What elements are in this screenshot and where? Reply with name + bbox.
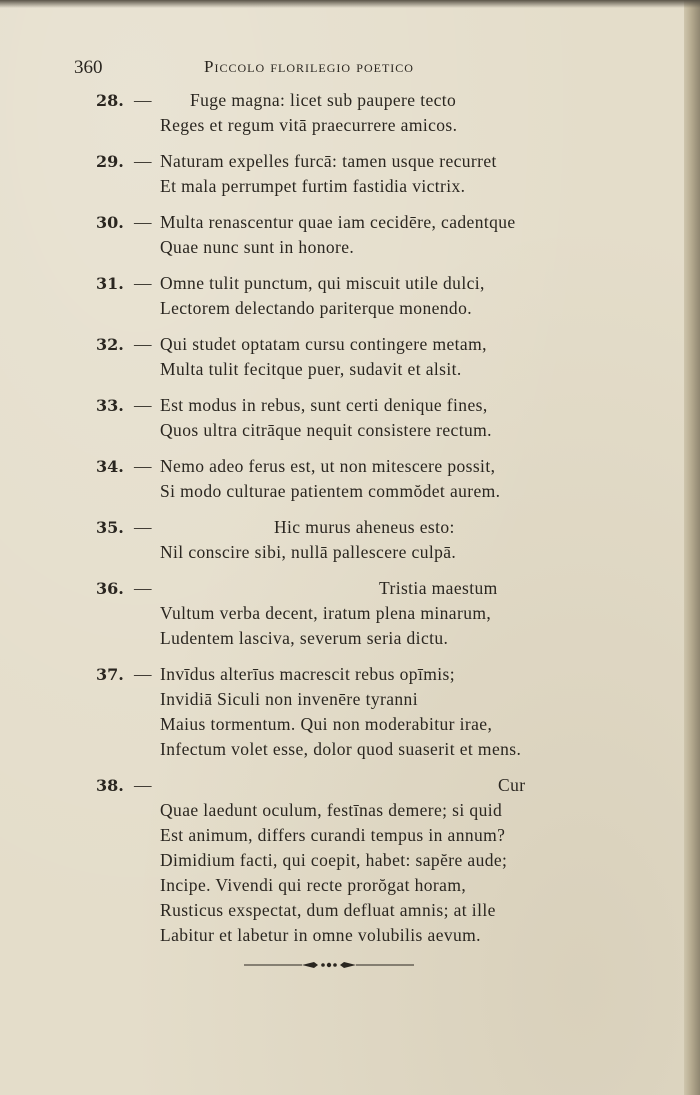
entry-number: 31. [96, 274, 124, 293]
verse-entry-29 [96, 149, 576, 199]
verse-entry-38 [96, 773, 576, 948]
verse-line: Quae nunc sunt in honore. [160, 237, 355, 257]
entry-number: 30. [96, 213, 124, 232]
verse-line: Naturam expelles furcā: tamen usque recurret [160, 151, 497, 171]
verse-line: Vultum verba decent, iratum plena minarum, [160, 603, 492, 623]
verse-list [96, 88, 576, 959]
verse-line: Multa tulit fecitque puer, sudavit et alsit. [160, 359, 462, 379]
verse-line: Est animum, differs curandi tempus in annum? [160, 825, 506, 845]
verse-entry-35 [96, 515, 576, 565]
verse-line: Labitur et labetur in omne volubilis aevum. [160, 925, 481, 945]
entry-dash: — [134, 151, 152, 171]
verse-line: Et mala perrumpet furtim fastidia victrix. [160, 176, 466, 196]
verse-line: Nemo adeo ferus est, ut non mitescere possit, [160, 456, 496, 476]
running-title: Piccolo florilegio poetico [204, 57, 414, 76]
entry-number: 38. [96, 776, 124, 795]
entry-dash: — [134, 273, 152, 293]
verse-entry-36 [96, 576, 576, 651]
entry-number: 35. [96, 518, 124, 537]
entry-number: 29. [96, 152, 124, 171]
verse-line: Nil conscire sibi, nullā pallescere culpā. [160, 542, 457, 562]
verse-line: Multa renascentur quae iam cecidēre, cadentque [160, 212, 516, 232]
entry-dash: — [134, 90, 152, 110]
verse-entry-31 [96, 271, 576, 321]
verse-line: Invīdus alterīus macrescit rebus opīmis; [160, 664, 455, 684]
verse-entry-34 [96, 454, 576, 504]
page-number: 360 [74, 57, 103, 78]
verse-line: Lectorem delectando pariterque monendo. [160, 298, 472, 318]
entry-number: 36. [96, 579, 124, 598]
verse-line: Incipe. Vivendi qui recte prorŏgat horam, [160, 875, 467, 895]
running-head [74, 57, 494, 81]
verse-entry-28 [96, 88, 576, 138]
verse-line: Hic murus aheneus esto: [274, 517, 455, 537]
verse-line: Infectum volet esse, dolor quod suaserit et mens. [160, 739, 522, 759]
entry-number: 34. [96, 457, 124, 476]
verse-line: Ludentem lasciva, severum seria dictu. [160, 628, 449, 648]
page-edge [684, 0, 700, 1095]
entry-number: 28. [96, 91, 124, 110]
verse-line: Rusticus exspectat, dum defluat amnis; at ille [160, 900, 496, 920]
entry-dash: — [134, 517, 152, 537]
verse-line: Qui studet optatam cursu contingere metam, [160, 334, 487, 354]
verse-line: Maius tormentum. Qui non moderabitur irae, [160, 714, 493, 734]
entry-dash: — [134, 578, 152, 598]
entry-dash: — [134, 395, 152, 415]
verse-line: Cur [498, 775, 526, 795]
verse-line: Quae laedunt oculum, festīnas demere; si quid [160, 800, 503, 820]
page-top-shadow [0, 0, 700, 8]
entry-dash: — [134, 334, 152, 354]
verse-entry-37 [96, 662, 576, 762]
verse-line: Omne tulit punctum, qui miscuit utile dulci, [160, 273, 485, 293]
verse-line: Dimidium facti, qui coepit, habet: sapĕre aude; [160, 850, 508, 870]
verse-line: Est modus in rebus, sunt certi denique fines, [160, 395, 488, 415]
entry-number: 32. [96, 335, 124, 354]
verse-entry-33 [96, 393, 576, 443]
verse-line: Tristia maestum [379, 578, 498, 598]
verse-entry-32 [96, 332, 576, 382]
verse-line: Reges et regum vitā praecurrere amicos. [160, 115, 458, 135]
entry-dash: — [134, 212, 152, 232]
entry-number: 33. [96, 396, 124, 415]
verse-line: Si modo culturae patientem commŏdet aurem. [160, 481, 501, 501]
verse-line: Quos ultra citrāque nequit consistere rectum. [160, 420, 492, 440]
entry-dash: — [134, 456, 152, 476]
verse-entry-30 [96, 210, 576, 260]
entry-dash: — [134, 664, 152, 684]
entry-dash: — [134, 775, 152, 795]
floral-divider-icon [244, 957, 414, 973]
entry-number: 37. [96, 665, 124, 684]
verse-line: Fuge magna: licet sub paupere tecto [190, 90, 457, 110]
verse-line: Invidiā Siculi non invenēre tyranni [160, 689, 418, 709]
